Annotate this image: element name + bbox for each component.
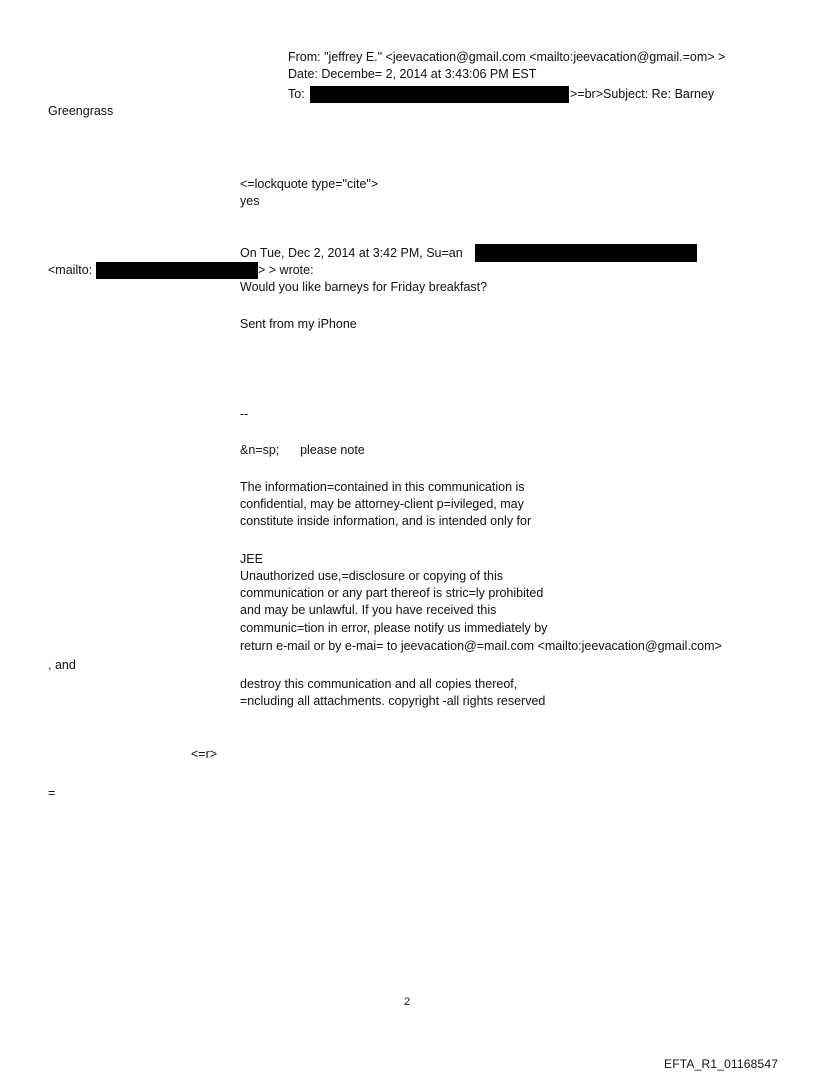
br-tag: <=r>	[191, 747, 218, 761]
to-label: To:	[288, 87, 305, 101]
disclaimer-line-9: destroy this communication and all copies thereof,	[240, 677, 518, 691]
jee-line: JEE	[240, 552, 263, 566]
separator: --	[240, 407, 249, 421]
redaction-bar-sender-email	[96, 262, 258, 279]
page-number: 2	[404, 996, 411, 1008]
from-line: From: "jeffrey E." <jeevacation@gmail.com <mailto:jeevacation@gmail.=om> >	[288, 50, 726, 64]
signature-line: Sent from my iPhone	[240, 317, 357, 331]
quote-intro: On Tue, Dec 2, 2014 at 3:42 PM, Su=an	[240, 246, 463, 260]
and-wrap: , and	[48, 658, 76, 672]
quoted-question: Would you like barneys for Friday breakfast?	[240, 280, 488, 294]
date-line: Date: Decembe= 2, 2014 at 3:43:06 PM EST	[288, 67, 537, 81]
disclaimer-line-7: communic=tion in error, please notify us immediately by	[240, 621, 548, 635]
trailing-equals: =	[48, 786, 56, 800]
please-note-line: &n=sp; please note	[240, 443, 365, 457]
disclaimer-line-3: constitute inside information, and is intended only for	[240, 514, 532, 528]
blockquote-tag: <=lockquote type="cite">	[240, 177, 379, 191]
to-subject-line: >=br>Subject: Re: Barney	[570, 87, 715, 101]
disclaimer-line-1: The information=contained in this communication is	[240, 480, 525, 494]
reply-text: yes	[240, 194, 260, 208]
redaction-bar-sender-name	[475, 244, 697, 262]
disclaimer-line-4: Unauthorized use,=disclosure or copying of this	[240, 569, 503, 583]
document-id: EFTA_R1_01168547	[664, 1057, 779, 1071]
disclaimer-line-6: and may be unlawful. If you have received this	[240, 603, 497, 617]
disclaimer-line-8: return e-mail or by e-mai= to jeevacation@=mail.com <mailto:jeevacation@gmail.com>	[240, 639, 722, 653]
disclaimer-line-10: =ncluding all attachments. copyright -all rights reserved	[240, 694, 546, 708]
disclaimer-line-2: confidential, may be attorney-client p=ivileged, may	[240, 497, 524, 511]
redaction-bar-recipient	[310, 86, 569, 103]
disclaimer-line-5: communication or any part thereof is stric=ly prohibited	[240, 586, 544, 600]
mailto-prefix: <mailto:	[48, 263, 93, 277]
wrote-line: > > wrote:	[258, 263, 314, 277]
subject-wrap: Greengrass	[48, 104, 114, 118]
